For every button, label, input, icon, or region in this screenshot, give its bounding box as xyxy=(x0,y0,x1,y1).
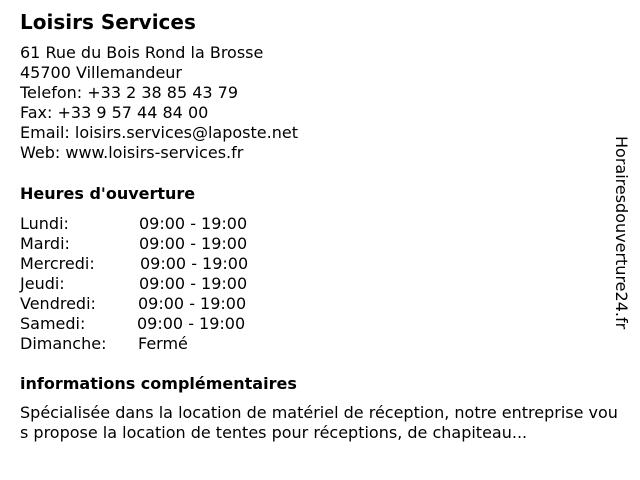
day-label: Vendredi: xyxy=(20,294,96,313)
email-address: Email: loisirs.services@laposte.net xyxy=(20,123,298,142)
time-value: 09:00 - 19:00 xyxy=(139,234,248,253)
business-card xyxy=(20,10,620,470)
day-label: Mercredi: xyxy=(20,254,95,273)
phone-number: Telefon: +33 2 38 85 43 79 xyxy=(20,83,239,102)
time-value: Fermé xyxy=(138,334,188,353)
time-value: 09:00 - 19:00 xyxy=(139,214,248,233)
business-name: Loisirs Services xyxy=(20,10,196,34)
address-line-2: 45700 Villemandeur xyxy=(20,63,183,82)
website-url: Web: www.loisirs-services.fr xyxy=(20,143,244,162)
day-label: Samedi: xyxy=(20,314,86,333)
day-label: Lundi: xyxy=(20,214,69,233)
address-line-1: 61 Rue du Bois Rond la Brosse xyxy=(20,43,264,62)
day-label: Jeudi: xyxy=(20,274,65,293)
time-value: 09:00 - 19:00 xyxy=(137,314,246,333)
day-label: Mardi: xyxy=(20,234,70,253)
contact-info xyxy=(20,43,298,163)
opening-hours-heading: Heures d'ouverture xyxy=(20,184,196,203)
time-value: 09:00 - 19:00 xyxy=(139,274,248,293)
fax-number: Fax: +33 9 57 44 84 00 xyxy=(20,103,209,122)
business-description: Spécialisée dans la location de matériel de réception, notre entreprise vous propose la location de tentes pour réceptions, de chapiteau... xyxy=(20,403,618,442)
site-watermark: Horairesdouverture24.fr xyxy=(612,136,631,330)
time-value: 09:00 - 19:00 xyxy=(138,294,247,313)
day-label: Dimanche: xyxy=(20,334,107,353)
extra-info-heading: informations complémentaires xyxy=(20,374,297,393)
time-value: 09:00 - 19:00 xyxy=(140,254,249,273)
